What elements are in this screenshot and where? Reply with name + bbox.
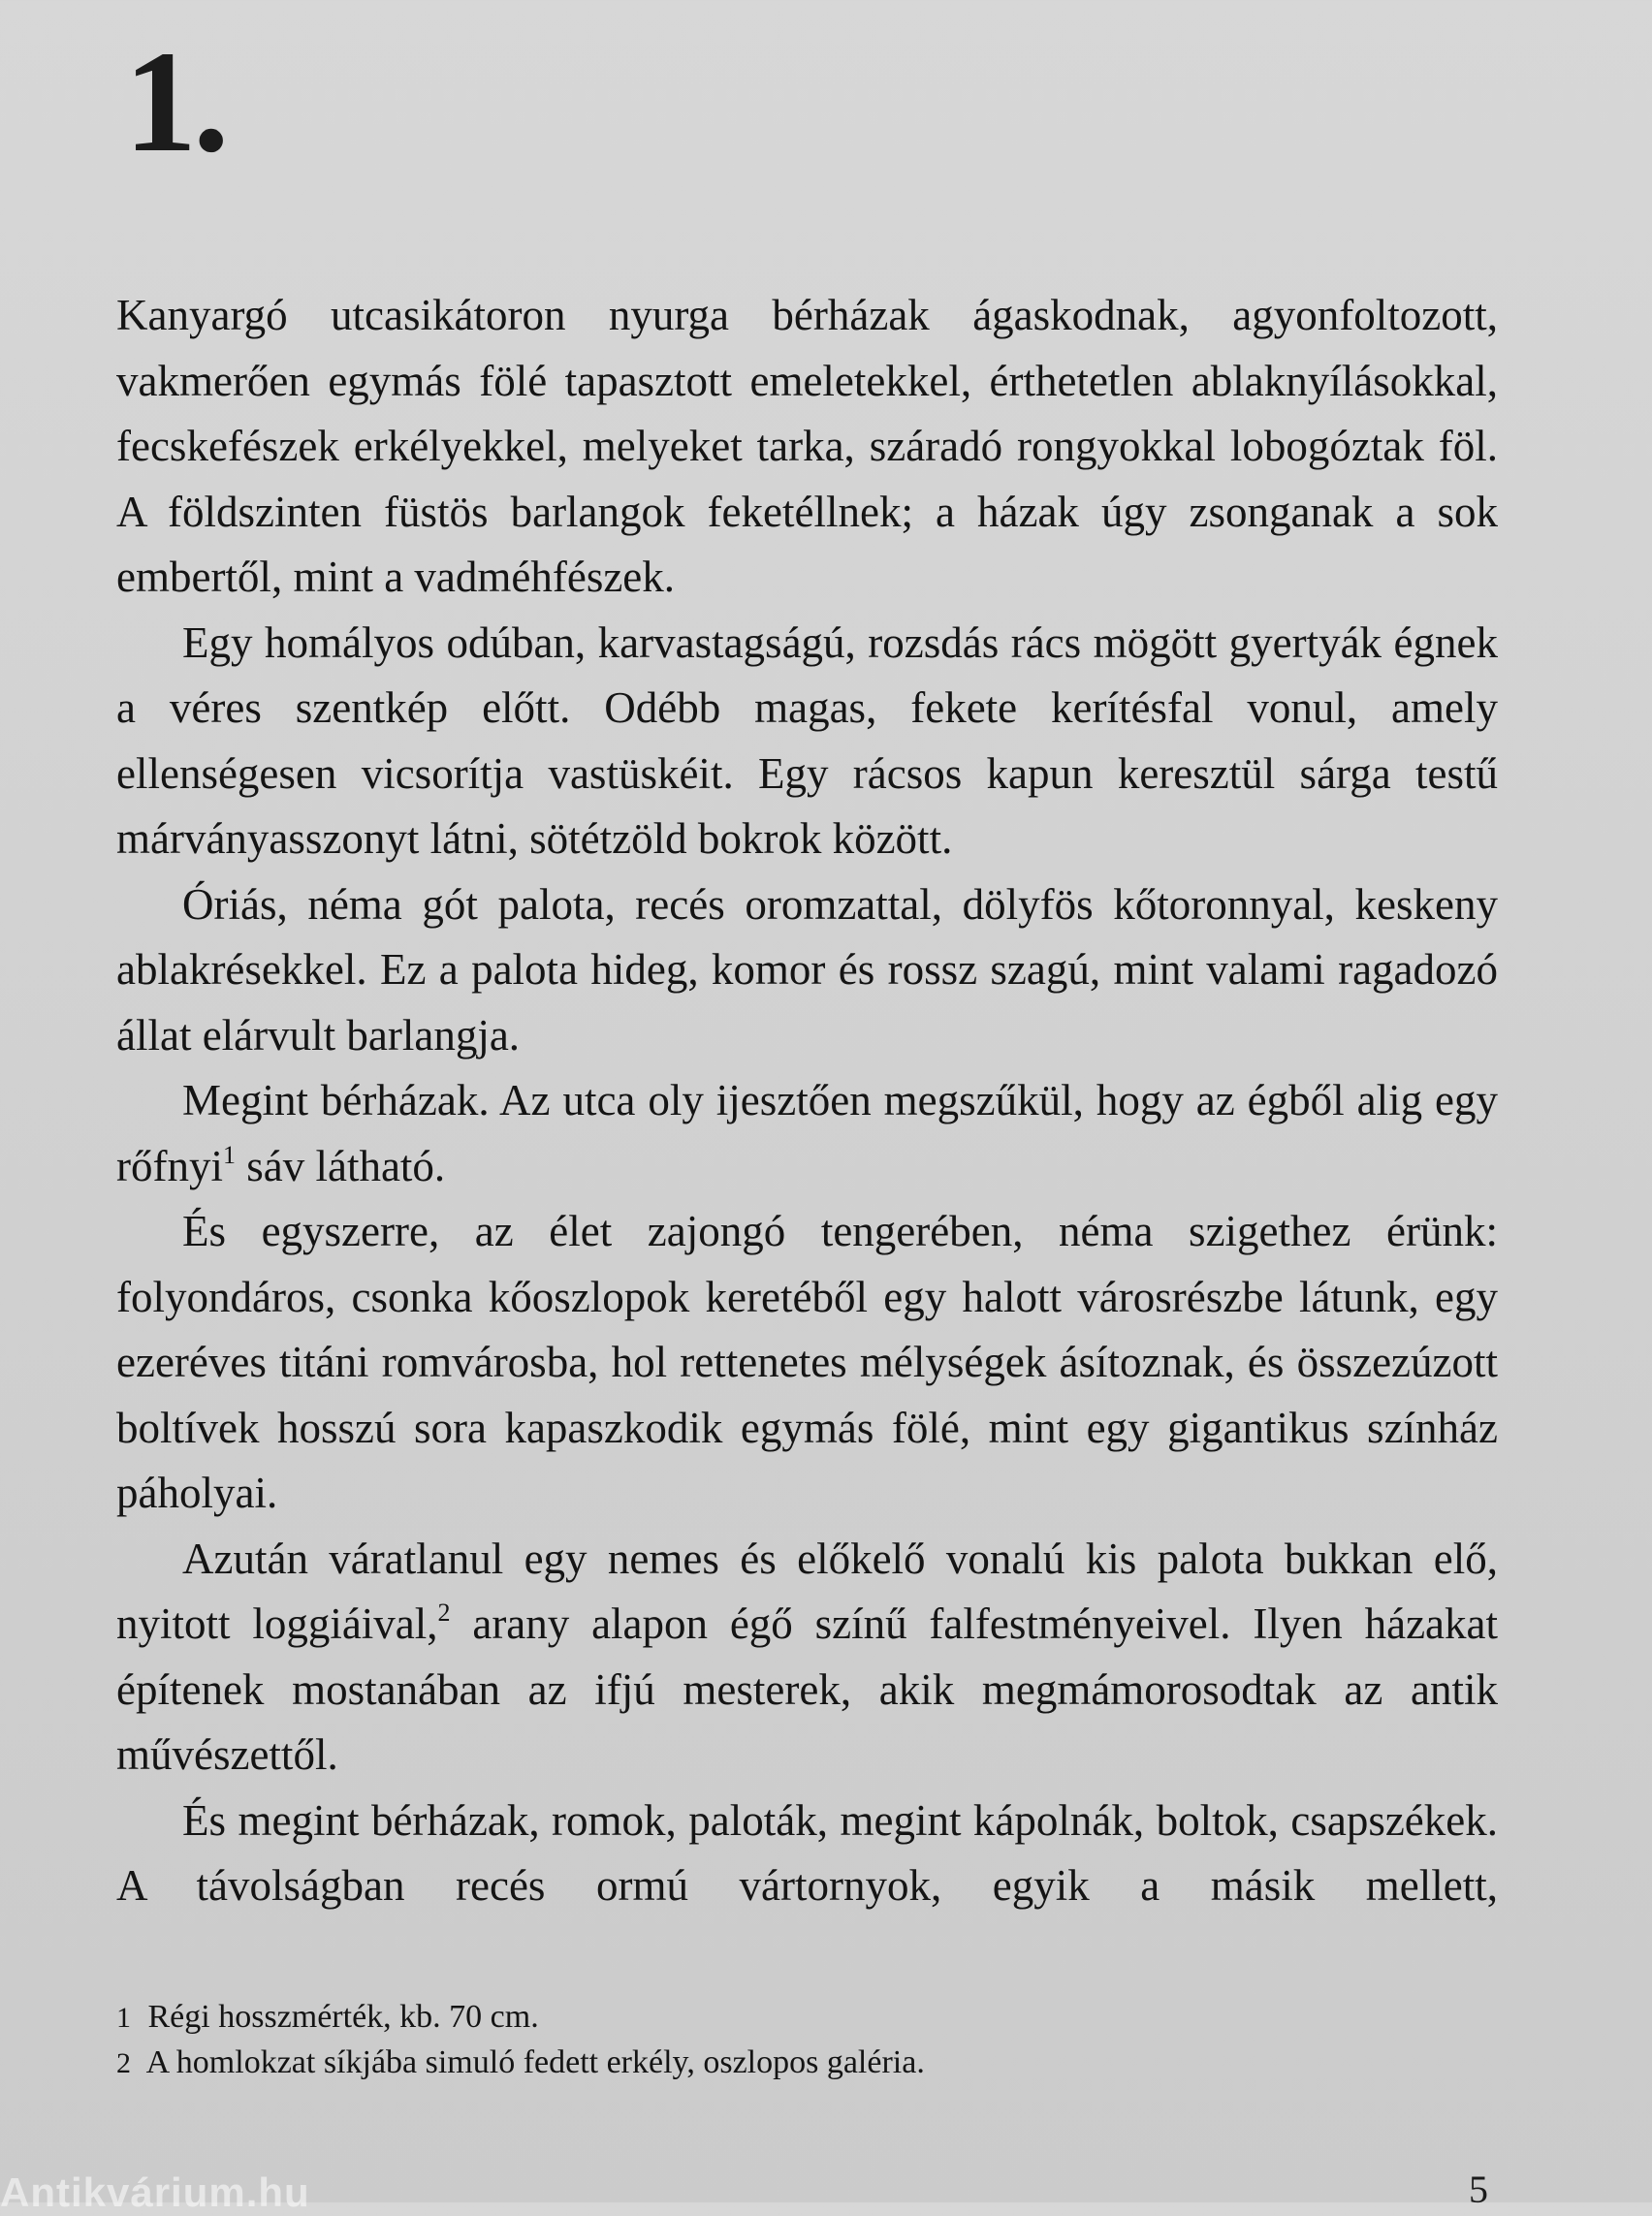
paragraph-4-text: Megint bérházak. Az utca oly ijesztően megszűkül, hogy az égből alig egy rőfnyi [116,1076,1498,1190]
footnote-2 [116,2041,1377,2086]
footnote-1 [116,1995,1377,2041]
watermark: Antikvárium.hu [0,2169,310,2215]
footnote-number: 1 [116,2002,131,2034]
paragraph-4 [116,1068,1498,1199]
footnotes [116,1995,1377,2086]
paragraph-6-text-end: arany alapon égő színű falfestményeivel. Ilyen házakat építenek mostanában az ifjú mesterek, akik megmámorosodtak az antik művészettől. [116,1599,1498,1779]
paragraph-2: Egy homályos odúban, karvastagságú, rozsdás rács mögött gyertyák égnek a véres szentkép előtt. Odébb magas, fekete kerítésfal vonul, amely ellenségesen vicsorítja vastüskéit. Egy rácsos kapun keresztül sárga testű márványasszonyt látni, sötétzöld bokrok között. [116,617,1498,863]
paragraph-1: Kanyargó utcasikátoron nyurga bérházak ágaskodnak, agyonfoltozott, vakmerően egymás fölé tapasztott emeletekkel, érthetetlen ablaknyílásokkal, fecskefészek erkélyekkel, melyeket tarka, száradó rongyokkal lobogóztak föl. A földszinten füstös barlangok feketéllnek; a házak úgy zsonganak a sok embertől, mint a vadméhfészek. [116,291,1498,601]
footnote-ref-2: 2 [437,1599,451,1627]
chapter-body-text [116,283,1498,1919]
footnote-number: 2 [116,2047,131,2079]
paragraph-6 [116,1527,1498,1789]
paragraph-7: És megint bérházak, romok, paloták, megint kápolnák, boltok, csapszékek. A távolságban recés ormú vártornyok, egyik a másik mellett, [116,1795,1498,1910]
footnote-text: Régi hosszmérték, kb. 70 cm. [147,1999,539,2035]
paragraph-3: Óriás, néma gót palota, recés oromzattal, dölyfös kőtoronnyal, keskeny ablakrésekkel. Ez a palota hideg, komor és rossz szagú, mint valami ragadozó állat elárvult barlangja. [116,879,1498,1060]
footnote-ref-1: 1 [222,1140,236,1169]
footnote-text: A homlokzat síkjába simuló fedett erkély, oszlopos galéria. [145,2044,925,2080]
paragraph-5: És egyszerre, az élet zajongó tengerében, néma szigethez érünk: folyondáros, csonka kőoszlopok keretéből egy halott városrészbe látunk, egy ezeréves titáni romvárosba, hol rettenetes mélységek ásítoznak, és összezúzott boltívek hosszú sora kapaszkodik egymás fölé, mint egy gigantikus színház páholyai. [116,1207,1498,1517]
chapter-number: 1. [124,21,226,182]
page-number: 5 [1469,2168,1488,2211]
paragraph-6-text: Azután váratlanul egy nemes és előkelő vonalú kis palota bukkan elő, nyitott loggiáival, [116,1534,1498,1648]
paragraph-4-text-end: sáv látható. [235,1141,446,1190]
